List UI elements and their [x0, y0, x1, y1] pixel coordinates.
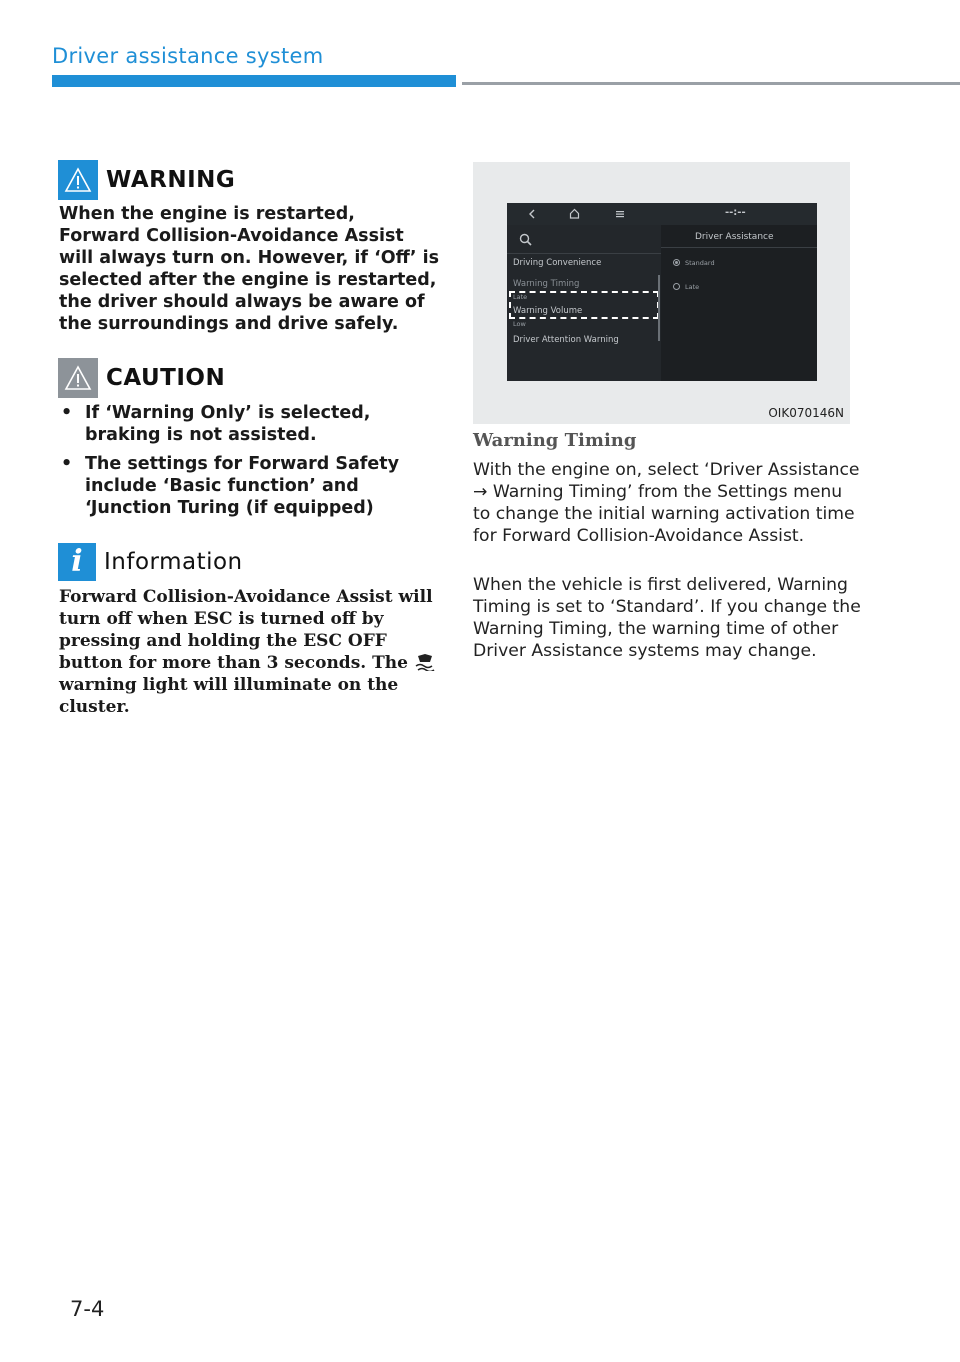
option-late: Late [685, 283, 700, 291]
list-item: • If ‘Warning Only’ is selected, braking is not assisted. [59, 402, 444, 446]
settings-screen-figure [473, 162, 850, 424]
information-heading [58, 543, 243, 581]
list-item: • The settings for Forward Safety include ‘Basic function’ and ‘Junction Turing (if equipped) [59, 453, 444, 519]
warning-text: When the engine is restarted, Forward Collision-Avoidance Assist will always turn on. However, if ‘Off’ is selected after the engine is restarted, the driver should always be aware of the surroundings and drive safely. [59, 204, 439, 334]
paragraph-1: With the engine on, select ‘Driver Assistance → Warning Timing’ from the Settings menu to change the initial warning activation time for Forward Collision-Avoidance Assist. [473, 460, 860, 546]
caution-heading [58, 358, 225, 398]
menu-item-warning-timing: Warning Timing [513, 279, 580, 289]
home-icon [569, 208, 580, 219]
information-label: Information [104, 549, 243, 575]
back-icon [527, 209, 537, 219]
caution-list [59, 402, 444, 526]
caution-triangle-icon [58, 358, 98, 398]
header-divider [462, 82, 960, 85]
radio-late [673, 283, 680, 290]
section-header: Driver assistance system [52, 44, 324, 68]
figure-id: OIK070146N [768, 406, 844, 420]
radio-standard [673, 259, 680, 266]
information-text [59, 586, 437, 718]
option-standard: Standard [685, 259, 715, 267]
screen-topbar [507, 203, 817, 225]
menu-icon [615, 209, 625, 219]
info-icon: i [58, 543, 96, 581]
search-icon [519, 233, 532, 246]
warning-label: WARNING [106, 167, 236, 193]
menu-item-warning-timing-value: Late [513, 293, 528, 301]
caution-label: CAUTION [106, 365, 226, 391]
screen-title: Driver Assistance [695, 232, 774, 242]
paragraph-2: When the vehicle is first delivered, Warning Timing is set to ‘Standard’. If you change the Warning Timing, the warning time of other Driver Assistance systems may change. [473, 575, 861, 661]
menu-item-warning-volume: Warning Volume [513, 306, 583, 316]
screen-clock: --:-- [725, 207, 746, 218]
menu-item-driver-attention-warning: Driver Attention Warning [513, 335, 619, 345]
header-accent-bar [52, 75, 456, 87]
screen-sidebar [507, 225, 661, 381]
menu-item-warning-volume-value: Low [513, 320, 526, 328]
page-number: 7-4 [70, 1297, 105, 1321]
menu-item-driving-convenience: Driving Convenience [513, 258, 602, 268]
warning-heading [58, 160, 235, 200]
infotainment-screen [507, 203, 817, 381]
section-title: Warning Timing [473, 430, 637, 451]
information-text-part-2: warning light will illuminate on the cluster. [59, 675, 399, 717]
warning-triangle-icon [58, 160, 98, 200]
esc-off-icon [414, 653, 436, 671]
information-text-part-1: Forward Collision-Avoidance Assist will turn off when ESC is turned off by pressing and holding the ESC OFF button for more than 3 seconds. The [59, 587, 433, 673]
